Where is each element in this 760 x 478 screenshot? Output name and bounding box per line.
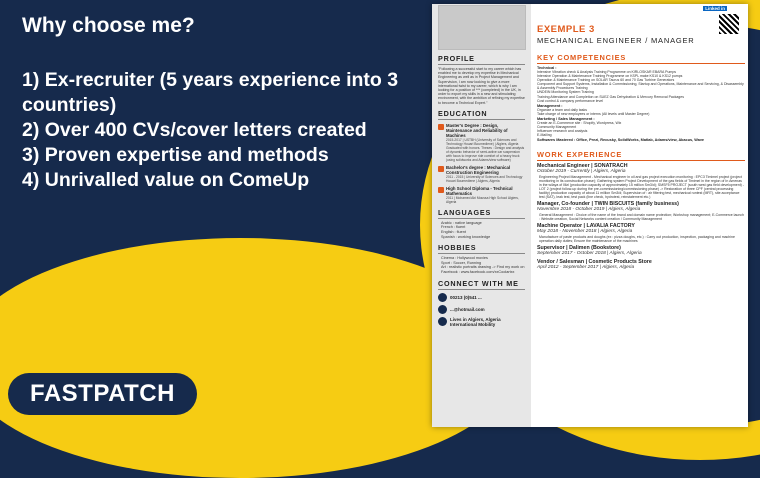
job-title: Manager, Co-founder | TWIN BISCUITS (family business) <box>537 201 679 208</box>
software-line: Softwares Mastered : Office, Prezi, Recusky, SolidWorks, Matlab, Adams/view, Abacus, Wave <box>537 138 705 143</box>
technical-list <box>537 70 745 103</box>
contact-email <box>438 305 525 314</box>
contact-phone <box>438 293 525 302</box>
hobby-item: Sport : Soccer, Running <box>441 260 482 265</box>
job-description: Engineering Project Management - Mechanical engineer in oil and gas project execution monitoring : EPC3 Timimel project (project monitoring in its construction phase); Gathering system Project Development of the gas fields of Timimel in the region of In Amenas in the wilaya of Illizi (production capacity of approximately 15 million Sm3/d); SMSF5 PROJECT (south west gas field development) - LOT 2 (project follow-up during the pre-commissioning/commissioning phase) -> Restoration of three CPF (central processing facility) production capacity of about 11 million Sm3/d; Supervision of : air filtering test, mechanical runtest (MRT), site acceptance test (SAT), leak test, test pack (line check, hydrotest, reinstatement etc.) <box>539 174 744 200</box>
job-dates: October 2019 - Currently | Algiers, Algeria <box>537 169 626 175</box>
brand-badge: FASTPATCH <box>8 373 197 415</box>
technical-item: Component and Support Systems, Installation & Commissioning, Startup and Operations, Maintenance and Servicing, & Disassembly & Assembly Procedures Training <box>537 82 744 91</box>
technical-heading: Technical : <box>537 66 557 70</box>
language-item: English : fluent <box>441 230 466 235</box>
technical-item: Cost control & company performance level <box>537 98 603 103</box>
job-description: General Management : Choice of the name of the brand and domain name protection; Workshop management; E-Commerce launch : Website creation, Social Networks content creation / Community Management <box>539 213 744 222</box>
work-heading: WORK EXPERIENCE <box>537 150 745 161</box>
job-entry <box>537 245 745 257</box>
cv-job-title: MECHANICAL ENGINEER / MANAGER <box>537 36 695 45</box>
graduation-cap-icon <box>438 187 444 193</box>
languages-heading: LANGUAGES <box>438 208 525 219</box>
hobby-item: Art : realistic portraits drawing -> Find my work on Facebook : www.facebook.com/xxCoolartxx <box>441 265 525 274</box>
language-item: Spanish : working knowledge <box>441 234 491 239</box>
ad-points-list <box>22 68 402 193</box>
profile-photo <box>438 5 526 50</box>
languages-list <box>438 221 525 239</box>
contact-phone-text: 00213 (0)541 ... <box>450 294 482 300</box>
ad-title: Why choose me? <box>22 14 195 37</box>
contact-location <box>438 317 525 327</box>
job-title: Vendor / Salesman | Cosmetic Products Store <box>537 258 652 265</box>
marketing-heading: Marketing / Sales Management : <box>537 116 595 121</box>
cv-sidebar <box>432 4 531 427</box>
job-entry <box>537 223 745 243</box>
ad-point: 3) Proven expertise and methods <box>22 144 329 166</box>
hobbies-list <box>438 256 525 274</box>
graduation-cap-icon <box>438 124 444 130</box>
job-title: Mechanical Engineer | SONATRACH <box>537 163 628 170</box>
marketing-list <box>537 121 745 137</box>
ad-point: 4) Unrivalled value on ComeUp <box>22 169 310 191</box>
competencies-heading: KEY COMPETENCIES <box>537 53 745 64</box>
job-entry <box>537 201 745 221</box>
technical-item: Operation & Maintenance Training on SOLAR Taurus 60 and 70 Gas Turbine Generators <box>537 78 675 83</box>
education-title: High School Diploma - Technical Mathematics <box>446 185 513 196</box>
management-item: Organize a team and daily tasks <box>537 107 587 112</box>
education-heading: EDUCATION <box>438 109 525 120</box>
mail-icon <box>438 305 447 314</box>
education-title: Bachelor's degree : Mechanical Construction Engineering <box>446 164 511 175</box>
location-icon <box>438 317 447 326</box>
education-item <box>438 186 525 204</box>
language-item: French : fluent <box>441 225 466 230</box>
education-dates: 2011 - 2015 | University of Sciences and Technology Houari Boumediene | Algiers, Algeria <box>446 174 523 183</box>
phone-icon <box>438 293 447 302</box>
technical-item: UNDEIN Monitoring System Training <box>537 90 594 95</box>
qr-code-icon <box>719 14 739 34</box>
hobby-item: Cinema : Hollywood movies <box>441 256 488 261</box>
education-dates: 2015-2017 | USTBH (University of Sciences and Technology Houari Boumediene) | Algiers, Algeria <box>446 137 519 146</box>
technical-item: Intensive Vibration check & Analysis Training Programme on KIRLOSKAR EBARA Pumps <box>537 70 677 74</box>
education-details: Graduated with honors. Theses : Design and analysis of dynamic behavior of semi-active car suspension with focus to improve ride comfort of a heavy truck (using solidworks and Adams/view software) <box>446 145 525 162</box>
contact-email-text: ...@hotmail.com <box>450 306 485 312</box>
marketing-item: Create an E-Commerce site : Shopify, Wordpress, Wix <box>537 120 622 125</box>
hobbies-heading: HOBBIES <box>438 243 525 254</box>
profile-text: "Following a successful start to my career which has enabled me to develop my expertise in Mechanical Engineering as well as in Project Management and Supervision, I am now looking to give a more international twist to my career, which is why I am looking for a position of *** (completed) in the UK, in order to export my skills in a new and stimulating environment, with the ambition of refining my expertise to become a Technical Expert." <box>438 67 525 105</box>
marketing-item: E-Mailing <box>537 133 552 138</box>
cv-main <box>535 4 745 427</box>
ad-point: 1) Ex-recruiter (5 years experience into 3 countries) <box>22 69 399 116</box>
education-item <box>438 165 525 183</box>
education-dates: 2011 | Mohamed Abi Moussa High School Algiers, Algeria <box>446 195 519 204</box>
job-entry <box>537 163 745 199</box>
education-item <box>438 123 525 162</box>
job-entry <box>537 259 745 271</box>
job-dates: May 2018 - November 2018 | Algiers, Algeria <box>537 229 633 235</box>
connect-heading: CONNECT WITH ME <box>438 279 525 290</box>
ad-point: 2) Over 400 CVs/cover letters created <box>22 119 367 141</box>
graduation-cap-icon <box>438 166 444 172</box>
management-list <box>537 108 745 116</box>
job-title: Supervisor | Dalimen (Bookstore) <box>537 245 621 252</box>
technical-item: Training Attendance and Completion on SUEZ Gas Dehydration & Mercury Removal Packages <box>537 94 684 99</box>
cv-preview <box>432 4 748 427</box>
marketing-item: Community Management <box>537 125 577 130</box>
cv-example-label: EXEMPLE 3 <box>537 24 595 35</box>
job-title: Machine Operator | LAVALIA FACTORY <box>537 223 635 230</box>
technical-item: Intensive Operation & Maintenance Training Programme on KSPL make KS10 & KS12 pumps <box>537 74 683 79</box>
education-title: Master's Degree : Design, Maintenance and Reliability of Machines <box>446 122 508 138</box>
job-description: Manufacture of paste products and doughs (ex : pizza doughs, etc.) : Carry out production, inspection, packaging and machine operation daily duties; Ensure the maintenance of the machines <box>539 234 735 243</box>
job-dates: Novembre 2018 - October 2019 | Algiers, Algeria <box>537 207 641 213</box>
linkedin-logo: Linked in <box>705 6 725 11</box>
management-item: Take charge of new employees or interns (All levels until Master Degree) <box>537 111 650 116</box>
profile-heading: PROFILE <box>438 54 525 65</box>
management-heading: Management : <box>537 103 563 108</box>
language-item: Arabic : native language <box>441 220 482 225</box>
marketing-item: Influencer research and analysis <box>537 129 588 134</box>
contact-location-text: Lives in Algiers, Algeria International Mobility <box>450 316 501 327</box>
job-dates: April 2012 - September 2017 | Algiers, Algeria <box>537 264 635 270</box>
job-dates: September 2017 - October 2018 | Algiers, Algeria <box>537 251 642 257</box>
